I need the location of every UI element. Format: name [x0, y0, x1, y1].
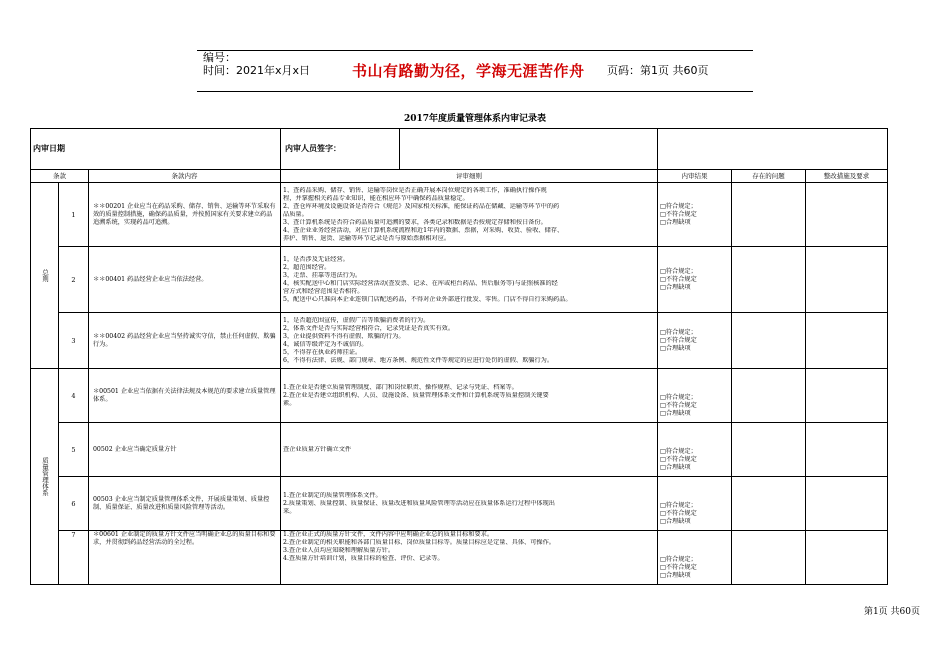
audit-record-table — [30, 128, 888, 585]
corrective-actions-cell[interactable] — [806, 183, 888, 247]
table-row — [31, 477, 888, 531]
clause-number: 6 — [59, 477, 89, 531]
issues-cell[interactable] — [732, 423, 806, 477]
corrective-actions-cell[interactable] — [806, 423, 888, 477]
corrective-actions-cell[interactable] — [806, 313, 888, 369]
result-option[interactable]: □不符合规定 — [660, 456, 697, 463]
detail-line: 3，企业提供资料不得有虚假、欺骗的行为。 — [283, 332, 405, 340]
detail-line: 1.查企业是否建立质量管理制度、部门和岗位职责、操作规程、记录与凭证、档案等。 — [283, 383, 518, 391]
document-title: 2017年度质量管理体系内审记录表 — [403, 114, 547, 124]
result-option[interactable]: □合理缺项 — [660, 283, 691, 291]
issues-cell[interactable] — [732, 477, 806, 531]
header-meta — [203, 51, 310, 77]
result-option[interactable]: □合理缺项 — [660, 218, 691, 226]
result-option[interactable]: □合理缺项 — [660, 518, 691, 525]
detail-line: 5，配送中心只准向本企业连锁门店配送药品，不得对企业外部进行批发、零售。门店不得自行采购药品。 — [283, 295, 572, 303]
review-details — [281, 477, 658, 531]
detail-line: 5，不得存在执业药师挂证。 — [283, 348, 362, 356]
col-clause-content: 条款内容 — [89, 170, 281, 183]
clause-content: ＊00601 企业制定的质量方针文件应当明确企业总的质量目标和要求，并贯彻到药品经营活动的全过程。 — [89, 531, 281, 585]
detail-line: 营方式和经营范围是否相符。 — [283, 287, 364, 295]
detail-line: 3，走票、挂靠等违法行为。 — [283, 271, 362, 279]
result-option[interactable]: □不符合规定 — [660, 402, 697, 409]
audit-result[interactable] — [658, 423, 732, 477]
detail-line: 1.查企业制定的质量管理体系文件。 — [283, 491, 382, 499]
detail-line: 2，体系文件是否与实际经营相符合，记录凭证是否真实有效。 — [283, 324, 455, 332]
time-label: 时间：2021年x月x日 — [203, 64, 311, 77]
detail-line: 程，并掌握相关药品专业知识，能在相应环节中确保药品质量稳定。 — [283, 194, 469, 202]
detail-line: 4、查企业业务经营活动，对应计算机系统流程和近1年内的数据、票据，对采购、收货、验收、储存、 — [283, 226, 564, 234]
clause-number: 2 — [59, 247, 89, 313]
clause-content: ＊＊00401 药品经营企业应当依法经营。 — [89, 247, 281, 313]
col-clause: 条款 — [31, 170, 89, 183]
review-details — [281, 531, 658, 585]
table-row — [31, 423, 888, 477]
detail-line: 品质量。 — [283, 210, 308, 218]
issues-cell[interactable] — [732, 369, 806, 423]
result-option[interactable]: □合理缺项 — [660, 572, 691, 579]
corrective-actions-cell[interactable] — [806, 247, 888, 313]
result-option[interactable]: □不符合规定 — [660, 564, 697, 571]
audit-result[interactable] — [658, 247, 732, 313]
header-page-number: 页码：第1页 共60页 — [607, 64, 709, 77]
detail-line: 素。 — [283, 399, 296, 407]
detail-line: 1、查药品采购、储存、销售、运输等岗位是否正确开展本岗位规定的各项工作，准确执行操作规 — [283, 186, 547, 194]
number-label: 编号： — [203, 51, 236, 64]
result-option[interactable]: □合理缺项 — [660, 344, 691, 352]
clause-content: 00502 企业应当确定质量方针 — [89, 423, 281, 477]
clause-number: 1 — [59, 183, 89, 247]
detail-line: 2.查企业制定的相关职能和各部门质量目标、岗位质量目标等。质量目标应是定量、具体、可操作。 — [283, 539, 555, 546]
result-option[interactable]: □符合规定； — [660, 448, 697, 455]
result-option[interactable]: □不符合规定 — [660, 210, 697, 218]
result-option[interactable]: □符合规定； — [660, 556, 697, 563]
detail-line: 2.质量策划、质量控制、质量保证、质量改进和质量风险管理等活动应在质量体系运行过程中体现出 — [283, 499, 555, 507]
category-cell: 总则 — [31, 183, 59, 369]
review-details — [281, 369, 658, 423]
detail-line: 3、查计算机系统是否符合药品质量可追溯的要求，各类记录和数据是否按规定存储和按日备份。 — [283, 218, 547, 226]
detail-line: 4，诚信等级评定为不诚信的。 — [283, 340, 368, 348]
result-option[interactable]: □符合规定； — [660, 267, 697, 275]
result-option[interactable]: □符合规定； — [660, 328, 697, 336]
issues-cell[interactable] — [732, 183, 806, 247]
table-row — [31, 369, 888, 423]
col-review-details: 评审细则 — [281, 170, 658, 183]
detail-line: 1.查企业正式的质量方针文件，文件内容中应明确企业总的质量目标和要求。 — [283, 531, 494, 538]
detail-line: 4，核实配送中心和门店实际经营活动(查发票、记录、在库或柜台药品、售后服务等)与证照核准的经 — [283, 279, 558, 287]
clause-number: 4 — [59, 369, 89, 423]
audit-date-row — [31, 129, 888, 170]
issues-cell[interactable] — [732, 531, 806, 585]
detail-line: 2.查企业是否建立组织机构、人员、设施设备、质量管理体系文件和计算机系统等质量控制关键要 — [283, 391, 549, 399]
review-details — [281, 423, 658, 477]
page-header — [197, 50, 753, 92]
clause-number: 3 — [59, 313, 89, 369]
issues-cell[interactable] — [732, 247, 806, 313]
detail-line: 查企业质量方针确立文件 — [283, 445, 352, 453]
result-option[interactable]: □符合规定； — [660, 202, 697, 210]
page-footer: 第1页 共60页 — [863, 607, 920, 617]
result-option[interactable]: □不符合规定 — [660, 510, 697, 517]
audit-result[interactable] — [658, 531, 732, 585]
result-option[interactable]: □合理缺项 — [660, 464, 691, 471]
clause-content: ＊00501 企业应当依据有关法律法规及本规范的要求建立质量管理体系。 — [89, 369, 281, 423]
result-option[interactable]: □不符合规定 — [660, 336, 697, 344]
col-audit-result: 内审结果 — [658, 170, 732, 183]
corrective-actions-cell[interactable] — [806, 531, 888, 585]
audit-date-label: 内审日期 — [31, 129, 281, 170]
detail-line: 3.查企业人员均应知晓和理解质量方针。 — [283, 547, 395, 554]
audit-result[interactable] — [658, 369, 732, 423]
table-row — [31, 531, 888, 585]
review-details — [281, 183, 658, 247]
table-row — [31, 247, 888, 313]
audit-result[interactable] — [658, 183, 732, 247]
detail-line: 6，不得有法律、法规、部门规章、地方条例、规范性文件等规定的应进行处罚的虚假、欺骗行为。 — [283, 356, 554, 364]
col-corrective-actions: 整改措施及要求 — [806, 170, 888, 183]
clause-content: 00503 企业应当制定质量管理体系文件，开展质量策划、质量控制、质量保证、质量改进和质量风险管理等活动。 — [89, 477, 281, 531]
category-cell: 质量管理体系 — [31, 369, 59, 585]
review-details — [281, 313, 658, 369]
detail-line: 养护、销售、退货、运输等环节记录是否与原始票据相对应。 — [283, 234, 451, 242]
slogan: 书山有路勤为径，学海无涯苦作舟 — [352, 62, 585, 80]
detail-line: 2，超范围经营。 — [283, 263, 331, 271]
audit-result[interactable] — [658, 477, 732, 531]
result-option[interactable]: □符合规定； — [660, 502, 697, 509]
auditor-signature-value[interactable] — [658, 129, 888, 170]
clause-number: 5 — [59, 423, 89, 477]
detail-line: 4.查质量方针培训计划，质量目标的检查、评价、记录等。 — [283, 555, 444, 562]
detail-line: 1，是否涉及无证经营。 — [283, 255, 349, 263]
auditor-signature-cell[interactable] — [281, 129, 658, 170]
corrective-actions-cell[interactable] — [806, 369, 888, 423]
review-details — [281, 247, 658, 313]
corrective-actions-cell[interactable] — [806, 477, 888, 531]
column-header-row — [31, 170, 888, 183]
result-option[interactable]: □不符合规定 — [660, 275, 697, 283]
col-issues: 存在的问题 — [732, 170, 806, 183]
audit-result[interactable] — [658, 313, 732, 369]
detail-line: 2、查仓库环境及设施设备是否符合《规范》及国家相关标准，能保证药品在储藏、运输等环节中的药 — [283, 202, 560, 210]
table-row — [31, 313, 888, 369]
clause-content: ＊＊00402 药品经营企业应当坚持诚实守信，禁止任何虚假、欺骗行为。 — [89, 313, 281, 369]
detail-line: 来。 — [283, 507, 296, 515]
result-option[interactable]: □符合规定； — [660, 394, 697, 401]
clause-number: 7 — [59, 531, 89, 585]
detail-line: 1，是否超范围宣传，虚假广告等欺骗消费者的行为。 — [283, 316, 430, 324]
result-option[interactable]: □合理缺项 — [660, 410, 691, 417]
clause-content: ＊＊00201 企业应当在药品采购、储存、销售、运输等环节采取有效的质量控制措施，确保药品质量，并按照国家有关要求建立药品追溯系统，实现药品可追溯。 — [89, 183, 281, 247]
auditor-signature-label: 内审人员签字： — [281, 129, 400, 169]
issues-cell[interactable] — [732, 313, 806, 369]
table-row — [31, 183, 888, 247]
